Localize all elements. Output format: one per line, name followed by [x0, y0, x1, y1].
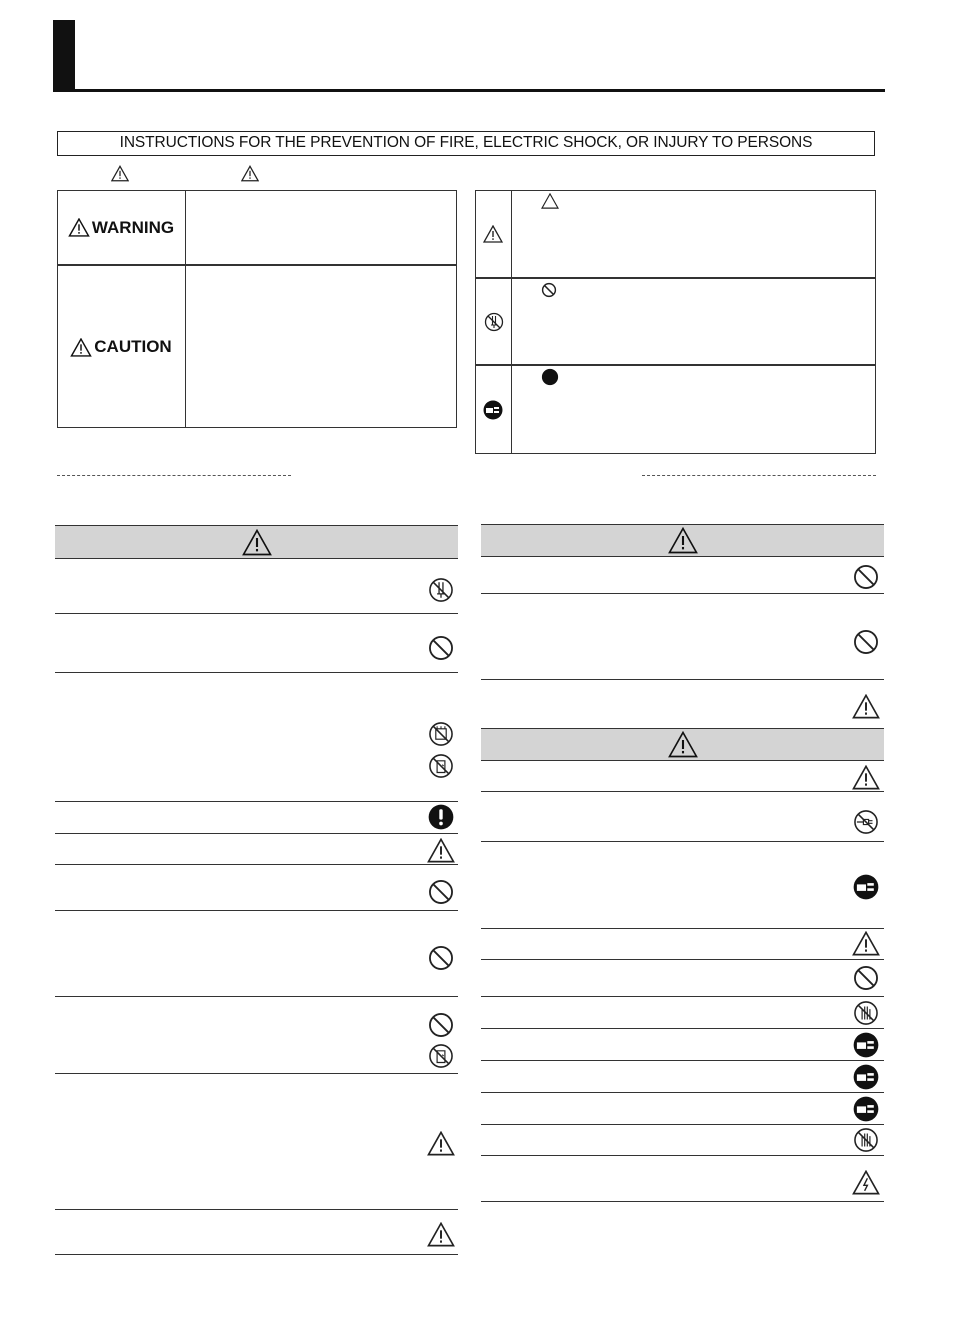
warning-triangle-icon	[111, 165, 129, 182]
no-wet-hands-icon	[853, 1000, 879, 1026]
prohibited-icon	[428, 879, 454, 905]
unplug-icon	[853, 1064, 879, 1090]
no-water-icon	[428, 1043, 454, 1069]
mandatory-icon	[428, 804, 454, 830]
triangle-outline-icon	[541, 193, 559, 209]
caution-label: CAUTION	[94, 337, 172, 356]
title-rule	[53, 89, 885, 92]
row-divider	[55, 864, 458, 865]
prohibited-icon	[853, 965, 879, 991]
warning-triangle-icon	[668, 731, 698, 758]
no-unplug-by-cord-icon	[853, 809, 879, 835]
warning-triangle-icon	[427, 838, 455, 863]
table-divider	[475, 364, 876, 366]
prohibited-icon	[428, 635, 454, 661]
row-divider	[55, 910, 458, 911]
table-divider	[185, 190, 186, 428]
warning-triangle-icon	[852, 765, 880, 790]
row-divider	[481, 1124, 884, 1125]
row-divider	[481, 791, 884, 792]
warning-triangle-icon	[242, 529, 272, 556]
warning-triangle-icon	[852, 694, 880, 719]
warning-triangle-icon	[427, 1222, 455, 1247]
instructions-banner: INSTRUCTIONS FOR THE PREVENTION OF FIRE, ELECTRIC SHOCK, OR INJURY TO PERSONS	[57, 131, 875, 156]
row-divider	[481, 1155, 884, 1156]
electric-shock-icon	[852, 1170, 880, 1195]
no-hot-location-icon	[428, 721, 454, 747]
warning-triangle-icon	[70, 338, 92, 357]
row-divider	[55, 801, 458, 802]
table-divider	[511, 190, 512, 454]
row-divider	[481, 1092, 884, 1093]
warning-triangle-icon	[427, 1131, 455, 1156]
warning-triangle-icon	[483, 225, 503, 243]
prohibited-icon	[428, 945, 454, 971]
unplug-icon	[853, 1032, 879, 1058]
no-wet-hands-icon	[853, 1127, 879, 1153]
prohibited-icon	[428, 1012, 454, 1038]
prohibited-icon	[853, 564, 879, 590]
row-divider	[55, 1254, 458, 1255]
row-divider	[481, 841, 884, 842]
warning-section-header	[55, 525, 458, 559]
warning-triangle-icon	[852, 931, 880, 956]
do-not-disassemble-icon	[484, 312, 504, 332]
caution-signal-word	[57, 266, 185, 428]
warning-triangle-icon	[241, 165, 259, 182]
do-not-disassemble-icon	[428, 577, 454, 603]
row-divider	[481, 959, 884, 960]
dashed-divider	[642, 475, 876, 476]
dashed-divider	[57, 475, 291, 476]
row-divider	[55, 672, 458, 673]
row-divider	[55, 1073, 458, 1074]
warning-label: WARNING	[91, 217, 175, 237]
row-divider	[55, 833, 458, 834]
row-divider	[481, 1028, 884, 1029]
warning-triangle-icon	[68, 218, 90, 237]
unplug-icon	[483, 400, 503, 420]
row-divider	[55, 613, 458, 614]
prohibited-icon	[853, 629, 879, 655]
warning-signal-word	[57, 190, 185, 265]
prohibited-icon	[541, 282, 557, 298]
mandatory-dot-icon	[541, 368, 559, 386]
row-divider	[481, 679, 884, 680]
warning-triangle-icon	[668, 527, 698, 554]
symbol-table	[475, 190, 876, 454]
row-divider	[481, 1201, 884, 1202]
row-divider	[481, 928, 884, 929]
table-divider	[475, 277, 876, 279]
row-divider	[55, 996, 458, 997]
row-divider	[55, 1209, 458, 1210]
row-divider	[481, 593, 884, 594]
no-water-icon	[428, 753, 454, 779]
warning-section-header	[481, 524, 884, 557]
row-divider	[481, 996, 884, 997]
title-marker-bar	[53, 20, 75, 92]
unplug-icon	[853, 1096, 879, 1122]
row-divider	[481, 1060, 884, 1061]
unplug-icon	[853, 874, 879, 900]
caution-section-header	[481, 728, 884, 761]
